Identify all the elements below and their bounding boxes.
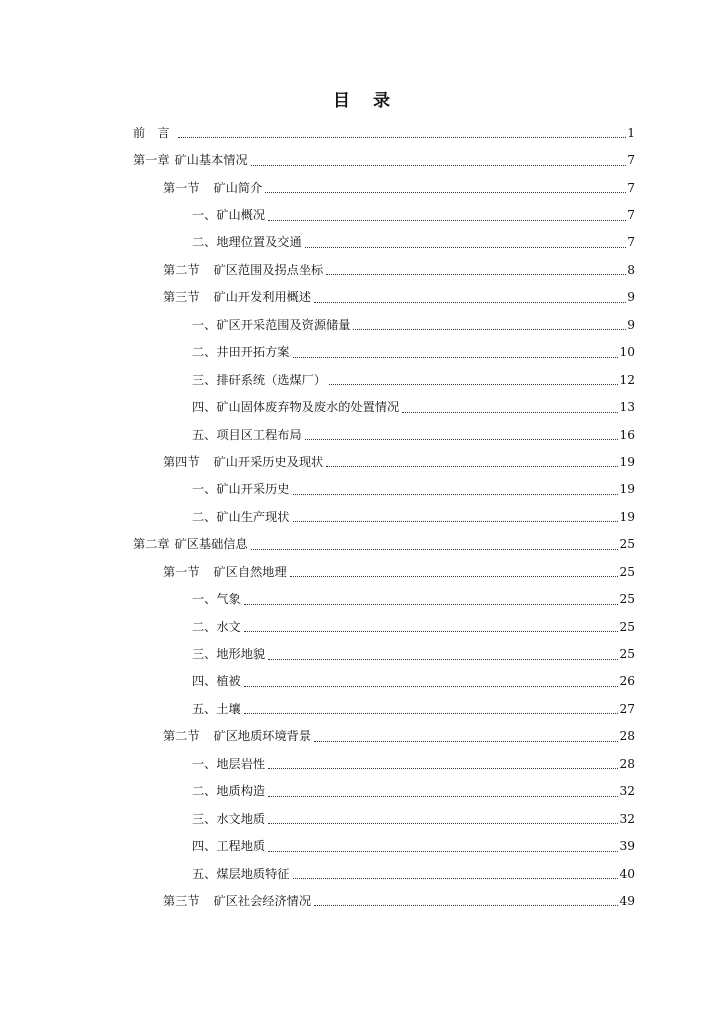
toc-dot-leader bbox=[268, 754, 618, 769]
toc-entry[interactable] bbox=[0, 750, 724, 777]
toc-entry-number: 一、 bbox=[192, 592, 217, 607]
toc-dot-leader bbox=[290, 562, 619, 577]
toc-entry[interactable] bbox=[0, 476, 724, 503]
toc-entry-label bbox=[192, 812, 265, 826]
toc-dot-leader bbox=[329, 370, 618, 385]
toc-entry-label bbox=[192, 482, 290, 496]
toc-entry-number: 四、 bbox=[192, 400, 217, 415]
toc-entry-label bbox=[192, 208, 265, 222]
toc-dot-leader bbox=[402, 398, 618, 413]
toc-entry[interactable] bbox=[0, 778, 724, 805]
toc-entry-text: 矿区自然地理 bbox=[213, 564, 287, 579]
toc-dot-leader bbox=[326, 452, 618, 467]
toc-entry-label bbox=[133, 153, 248, 167]
toc-page-number: 19 bbox=[619, 509, 635, 524]
toc-entry-number: 一、 bbox=[192, 482, 217, 497]
toc-entry-text: 地层岩性 bbox=[216, 756, 266, 771]
toc-entry-text: 地形地貌 bbox=[216, 647, 266, 662]
toc-page-number: 28 bbox=[619, 729, 635, 744]
toc-entry-label bbox=[192, 757, 265, 771]
toc-entry-number: 三、 bbox=[192, 372, 217, 387]
toc-entry-label bbox=[163, 729, 311, 743]
toc-entry[interactable] bbox=[0, 613, 724, 640]
toc-dot-leader bbox=[293, 343, 619, 358]
toc-entry[interactable] bbox=[0, 860, 724, 887]
toc-entry-text: 土壤 bbox=[216, 701, 241, 716]
toc-entry[interactable] bbox=[0, 558, 724, 585]
toc-dot-leader bbox=[268, 645, 618, 660]
toc-entry-text: 植被 bbox=[216, 674, 241, 689]
toc-page-number: 32 bbox=[619, 811, 635, 826]
toc-page-number: 28 bbox=[619, 756, 635, 771]
toc-dot-leader bbox=[251, 535, 619, 550]
toc-page-number: 27 bbox=[619, 701, 635, 716]
toc-page-number: 1 bbox=[627, 125, 635, 140]
toc-entry-label bbox=[192, 373, 326, 387]
toc-dot-leader bbox=[268, 206, 626, 221]
toc-entry-text: 井田开拓方案 bbox=[216, 345, 290, 360]
toc-page-number: 25 bbox=[619, 564, 635, 579]
toc-entry-number: 第三节 bbox=[163, 290, 200, 305]
toc-entry[interactable] bbox=[0, 311, 724, 338]
toc-entry[interactable] bbox=[0, 174, 724, 201]
toc-page-number: 7 bbox=[627, 153, 635, 168]
toc-title-left: 目 bbox=[333, 91, 351, 111]
toc-entry-text: 地质构造 bbox=[216, 784, 266, 799]
toc-entry[interactable] bbox=[0, 531, 724, 558]
toc-dot-leader bbox=[178, 123, 626, 138]
toc-dot-leader bbox=[314, 288, 626, 303]
toc-entry-number: 四、 bbox=[192, 839, 217, 854]
table-of-contents bbox=[0, 119, 724, 915]
toc-entry-number: 一、 bbox=[192, 208, 217, 223]
toc-entry-label bbox=[192, 647, 265, 661]
toc-entry-number: 第三节 bbox=[163, 893, 200, 908]
toc-entry[interactable] bbox=[0, 448, 724, 475]
toc-entry-number: 二、 bbox=[192, 619, 217, 634]
toc-entry-text: 矿区地质环境背景 bbox=[213, 729, 312, 744]
toc-entry[interactable] bbox=[0, 805, 724, 832]
toc-page-number: 39 bbox=[619, 839, 635, 854]
toc-entry-number: 第二节 bbox=[163, 729, 200, 744]
toc-dot-leader bbox=[326, 260, 626, 275]
toc-entry-label bbox=[192, 592, 241, 606]
toc-entry-number: 第四节 bbox=[163, 454, 200, 469]
toc-entry-text: 矿山固体废弃物及废水的处置情况 bbox=[216, 400, 400, 415]
toc-entry-label bbox=[133, 126, 175, 140]
toc-entry-text: 矿区社会经济情况 bbox=[213, 893, 312, 908]
toc-page-number: 9 bbox=[627, 317, 635, 332]
toc-entry-text: 矿山简介 bbox=[213, 180, 263, 195]
toc-entry-text: 气象 bbox=[216, 592, 241, 607]
toc-entry-number: 一、 bbox=[192, 756, 217, 771]
toc-entry-number: 前 言 bbox=[133, 125, 170, 140]
toc-page-number: 25 bbox=[619, 592, 635, 607]
toc-title bbox=[0, 86, 724, 111]
toc-entry[interactable] bbox=[0, 201, 724, 228]
toc-entry[interactable] bbox=[0, 146, 724, 173]
toc-entry-label bbox=[192, 400, 399, 414]
toc-entry-number: 二、 bbox=[192, 784, 217, 799]
toc-dot-leader bbox=[305, 233, 626, 248]
toc-dot-leader bbox=[244, 699, 619, 714]
toc-entry[interactable] bbox=[0, 339, 724, 366]
toc-dot-leader bbox=[305, 425, 619, 440]
toc-page-number: 7 bbox=[627, 235, 635, 250]
toc-entry[interactable] bbox=[0, 585, 724, 612]
toc-entry[interactable] bbox=[0, 668, 724, 695]
toc-page-number: 7 bbox=[627, 180, 635, 195]
toc-entry-text: 矿山开采历史及现状 bbox=[213, 454, 324, 469]
toc-entry-label bbox=[192, 620, 241, 634]
toc-entry-number: 二、 bbox=[192, 509, 217, 524]
toc-entry-label bbox=[192, 345, 290, 359]
toc-entry-text: 矿区基础信息 bbox=[174, 537, 248, 552]
toc-entry-number: 五、 bbox=[192, 701, 217, 716]
toc-page-number: 19 bbox=[619, 482, 635, 497]
toc-entry-label bbox=[192, 674, 241, 688]
toc-page-number: 40 bbox=[619, 866, 635, 881]
toc-entry-number: 四、 bbox=[192, 674, 217, 689]
toc-entry-label bbox=[192, 867, 290, 881]
toc-entry-number: 五、 bbox=[192, 866, 217, 881]
toc-entry[interactable] bbox=[0, 421, 724, 448]
toc-entry-text: 矿山概况 bbox=[216, 208, 266, 223]
toc-dot-leader bbox=[251, 151, 626, 166]
toc-dot-leader bbox=[244, 590, 619, 605]
toc-entry-text: 项目区工程布局 bbox=[216, 427, 302, 442]
toc-page-number: 49 bbox=[619, 893, 635, 908]
toc-dot-leader bbox=[314, 891, 618, 906]
toc-dot-leader bbox=[293, 480, 619, 495]
toc-entry-text: 水文 bbox=[216, 619, 241, 634]
toc-entry-number: 三、 bbox=[192, 811, 217, 826]
toc-dot-leader bbox=[293, 507, 619, 522]
toc-entry-label bbox=[133, 537, 248, 551]
toc-entry[interactable] bbox=[0, 119, 724, 146]
toc-entry[interactable] bbox=[0, 229, 724, 256]
toc-dot-leader bbox=[268, 837, 618, 852]
toc-entry-number: 第一章 bbox=[133, 153, 170, 168]
toc-entry-text: 矿山基本情况 bbox=[174, 153, 248, 168]
toc-entry-label bbox=[192, 318, 350, 332]
toc-entry-text: 地理位置及交通 bbox=[216, 235, 302, 250]
toc-entry-text: 工程地质 bbox=[216, 839, 266, 854]
toc-entry-text: 矿山生产现状 bbox=[216, 509, 290, 524]
toc-entry-number: 第一节 bbox=[163, 180, 200, 195]
toc-page-number: 25 bbox=[619, 537, 635, 552]
toc-entry-label bbox=[192, 235, 302, 249]
toc-entry[interactable] bbox=[0, 256, 724, 283]
toc-entry-label bbox=[192, 510, 290, 524]
toc-entry-label bbox=[163, 290, 311, 304]
toc-page-number: 13 bbox=[619, 400, 635, 415]
toc-page-number: 10 bbox=[619, 345, 635, 360]
toc-entry-text: 水文地质 bbox=[216, 811, 266, 826]
toc-dot-leader bbox=[314, 727, 618, 742]
toc-entry-text: 矿区范围及拐点坐标 bbox=[213, 262, 324, 277]
toc-title-right: 录 bbox=[373, 91, 391, 111]
toc-page-number: 16 bbox=[619, 427, 635, 442]
toc-page-number: 8 bbox=[627, 262, 635, 277]
toc-page-number: 26 bbox=[619, 674, 635, 689]
toc-entry[interactable] bbox=[0, 284, 724, 311]
toc-page-number: 12 bbox=[619, 372, 635, 387]
toc-entry-label bbox=[163, 565, 287, 579]
toc-dot-leader bbox=[244, 617, 619, 632]
toc-entry-number: 一、 bbox=[192, 317, 217, 332]
toc-entry-text: 矿山开采历史 bbox=[216, 482, 290, 497]
toc-entry[interactable] bbox=[0, 366, 724, 393]
toc-entry-label bbox=[163, 181, 262, 195]
toc-entry-number: 三、 bbox=[192, 647, 217, 662]
toc-entry-number: 第一节 bbox=[163, 564, 200, 579]
toc-dot-leader bbox=[244, 672, 619, 687]
toc-entry-number: 第二章 bbox=[133, 537, 170, 552]
toc-dot-leader bbox=[265, 178, 626, 193]
toc-entry[interactable] bbox=[0, 393, 724, 420]
toc-entry[interactable] bbox=[0, 887, 724, 914]
toc-entry-text: 矿山开发利用概述 bbox=[213, 290, 312, 305]
toc-entry-label bbox=[192, 702, 241, 716]
toc-entry-number: 二、 bbox=[192, 345, 217, 360]
toc-page-number: 25 bbox=[619, 647, 635, 662]
toc-entry-number: 五、 bbox=[192, 427, 217, 442]
toc-dot-leader bbox=[353, 315, 626, 330]
toc-page-number: 9 bbox=[627, 290, 635, 305]
toc-page-number: 7 bbox=[627, 208, 635, 223]
toc-entry-text: 排矸系统（选煤厂） bbox=[216, 372, 327, 387]
toc-entry[interactable] bbox=[0, 503, 724, 530]
toc-entry-number: 第二节 bbox=[163, 262, 200, 277]
toc-entry-label bbox=[163, 455, 323, 469]
toc-dot-leader bbox=[268, 782, 618, 797]
toc-dot-leader bbox=[293, 864, 619, 879]
toc-page-number: 25 bbox=[619, 619, 635, 634]
toc-entry[interactable] bbox=[0, 723, 724, 750]
toc-entry[interactable] bbox=[0, 640, 724, 667]
toc-page-number: 19 bbox=[619, 454, 635, 469]
toc-entry-text: 煤层地质特征 bbox=[216, 866, 290, 881]
toc-entry-label bbox=[163, 263, 323, 277]
toc-entry-label bbox=[192, 784, 265, 798]
toc-entry-label bbox=[163, 894, 311, 908]
toc-dot-leader bbox=[268, 809, 618, 824]
toc-entry-text: 矿区开采范围及资源储量 bbox=[216, 317, 351, 332]
toc-entry[interactable] bbox=[0, 695, 724, 722]
toc-entry-label bbox=[192, 839, 265, 853]
toc-entry[interactable] bbox=[0, 832, 724, 859]
toc-entry-label bbox=[192, 428, 302, 442]
toc-entry-number: 二、 bbox=[192, 235, 217, 250]
toc-page-number: 32 bbox=[619, 784, 635, 799]
